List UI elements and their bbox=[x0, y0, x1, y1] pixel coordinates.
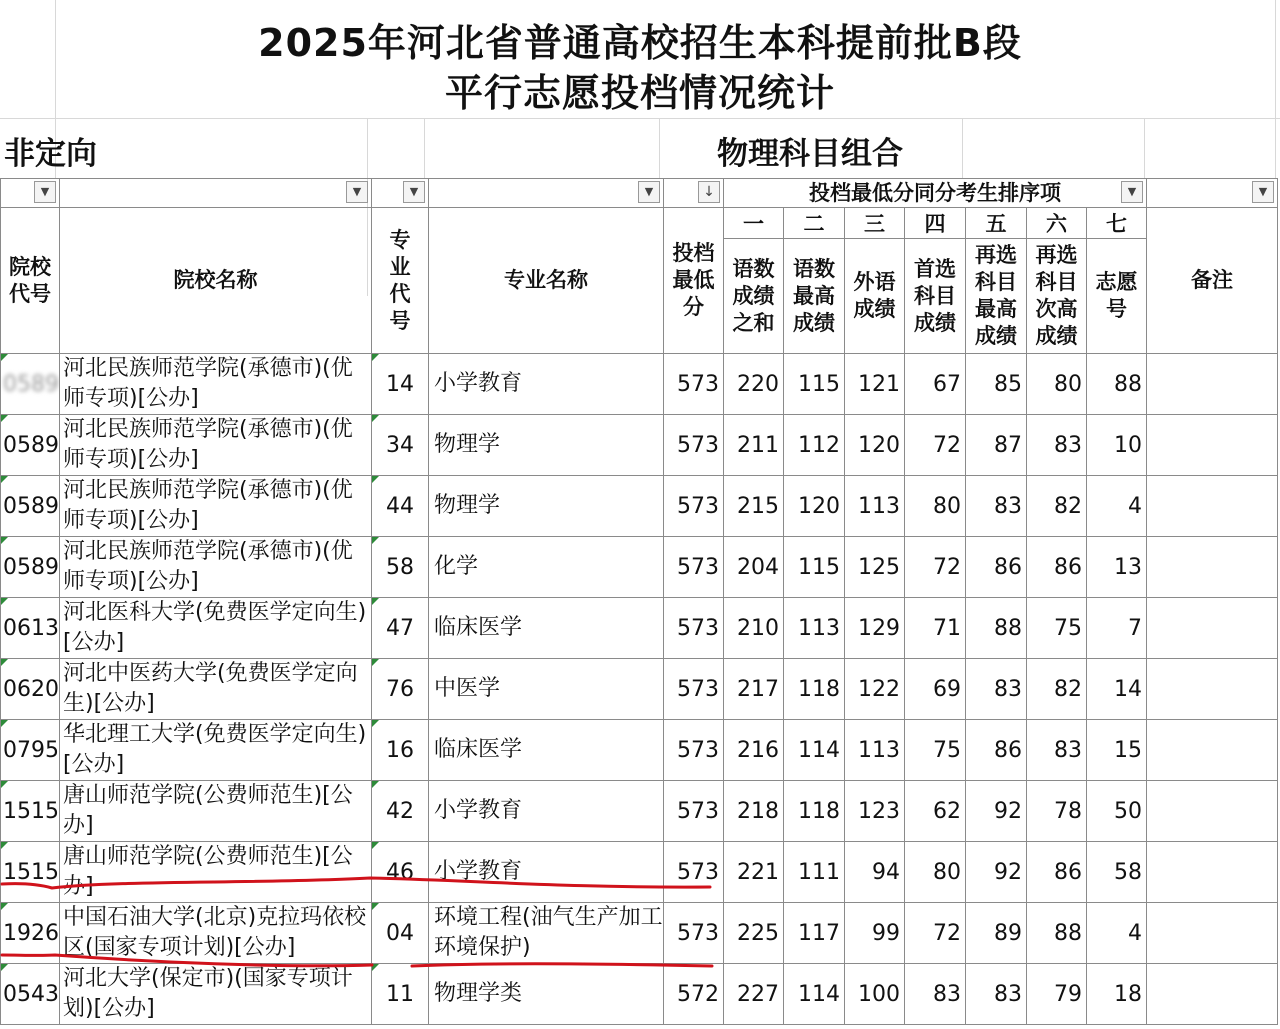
cell-min-score-text: 573 bbox=[677, 371, 719, 397]
filter-dropdown-icon[interactable]: ▼ bbox=[34, 181, 56, 203]
cell-rank-4-text: 75 bbox=[933, 737, 961, 763]
cell-min-score-text: 573 bbox=[677, 798, 719, 824]
header-remarks: 备注 bbox=[1147, 208, 1278, 354]
cell-college-code-text: 1515 bbox=[3, 859, 59, 885]
cell-college-name-text: 河北民族师范学院(承德市)(优师专项)[公办] bbox=[63, 539, 353, 594]
header-rank-item-3: 外语成绩 bbox=[845, 239, 905, 354]
cell-college-code-text: 0589 bbox=[3, 554, 59, 580]
cell-rank-6-text: 82 bbox=[1054, 676, 1082, 702]
cell-major-name-text: 环境工程(油气生产加工环境保护) bbox=[434, 905, 663, 960]
cell-college-name-text: 唐山师范学院(公费师范生)[公办] bbox=[63, 844, 353, 899]
page-title-line-2: 平行志愿投档情况统计 bbox=[444, 71, 835, 115]
cell-rank-3-text: 100 bbox=[858, 981, 900, 1007]
header-rank-2: 二 bbox=[784, 208, 845, 239]
cell-rank-1-text: 211 bbox=[737, 432, 779, 458]
cell-rank-4-text: 80 bbox=[933, 493, 961, 519]
cell-college-code-text: 0613 bbox=[3, 615, 59, 641]
cell-rank-1-text: 210 bbox=[737, 615, 779, 641]
cell-rank-4-text: 72 bbox=[933, 554, 961, 580]
cell-rank-6-text: 88 bbox=[1054, 920, 1082, 946]
cell-major-name-text: 中医学 bbox=[434, 676, 501, 701]
cell-rank-7-text: 50 bbox=[1114, 798, 1142, 824]
cell-college-code-text: 0589 bbox=[3, 493, 59, 519]
cell-rank-5-text: 86 bbox=[994, 737, 1022, 763]
filter-dropdown-icon[interactable]: ▼ bbox=[638, 181, 660, 203]
cell-rank-3-text: 113 bbox=[858, 737, 900, 763]
red-underline-annotation bbox=[2, 955, 372, 966]
cell-major-code-text: 47 bbox=[386, 615, 414, 641]
cell-rank-5-text: 86 bbox=[994, 554, 1022, 580]
cell-rank-7-text: 7 bbox=[1128, 615, 1142, 641]
header-rank-1: 一 bbox=[724, 208, 784, 239]
cell-major-name-text: 小学教育 bbox=[434, 859, 523, 884]
cell-rank-1-text: 220 bbox=[737, 371, 779, 397]
cell-rank-5-text: 83 bbox=[994, 493, 1022, 519]
cell-rank-7-text: 10 bbox=[1114, 432, 1142, 458]
cell-rank-3-text: 129 bbox=[858, 615, 900, 641]
cell-rank-2-text: 111 bbox=[798, 859, 840, 885]
cell-rank-2-text: 120 bbox=[798, 493, 840, 519]
cell-major-name-text: 化学 bbox=[434, 554, 479, 579]
cell-college-name-text: 河北民族师范学院(承德市)(优师专项)[公办] bbox=[63, 478, 353, 533]
cell-major-code-text: 14 bbox=[386, 371, 414, 397]
cell-rank-2-text: 113 bbox=[798, 615, 840, 641]
cell-college-code-text: 1515 bbox=[3, 798, 59, 824]
header-rank-item-6: 再选科目次高成绩 bbox=[1027, 239, 1087, 354]
cell-major-code-text: 44 bbox=[386, 493, 414, 519]
cell-college-name-text: 中国石油大学(北京)克拉玛依校区(国家专项计划)[公办] bbox=[63, 905, 367, 960]
cell-rank-2-text: 118 bbox=[798, 798, 840, 824]
cell-rank-1-text: 218 bbox=[737, 798, 779, 824]
cell-major-name-text: 小学教育 bbox=[434, 371, 523, 396]
header-college-code: 院校代号 bbox=[1, 208, 60, 354]
cell-major-name-text: 物理学 bbox=[434, 493, 501, 518]
cell-rank-2-text: 117 bbox=[798, 920, 840, 946]
header-min-score: 投档最低分 bbox=[664, 208, 724, 354]
cell-rank-1-text: 216 bbox=[737, 737, 779, 763]
cell-rank-6-text: 86 bbox=[1054, 554, 1082, 580]
cell-rank-3-text: 113 bbox=[858, 493, 900, 519]
cell-major-code-text: 11 bbox=[386, 981, 414, 1007]
cell-major-code-text: 34 bbox=[386, 432, 414, 458]
cell-rank-3-text: 120 bbox=[858, 432, 900, 458]
cell-rank-5-text: 83 bbox=[994, 981, 1022, 1007]
cell-rank-5-text: 92 bbox=[994, 798, 1022, 824]
cell-major-name-text: 物理学 bbox=[434, 432, 501, 457]
cell-major-code-text: 58 bbox=[386, 554, 414, 580]
cell-min-score-text: 573 bbox=[677, 859, 719, 885]
cell-college-code-text: 0543 bbox=[3, 981, 59, 1007]
cell-rank-6-text: 83 bbox=[1054, 432, 1082, 458]
header-rank-item-5: 再选科目最高成绩 bbox=[966, 239, 1027, 354]
cell-rank-5-text: 87 bbox=[994, 432, 1022, 458]
header-rank-5: 五 bbox=[966, 208, 1027, 239]
cell-rank-7-text: 4 bbox=[1128, 493, 1142, 519]
cell-min-score-text: 573 bbox=[677, 737, 719, 763]
section-label-direction: 非定向 bbox=[4, 136, 97, 172]
cell-college-code-text: 0620 bbox=[3, 676, 59, 702]
cell-college-code-text: 0589 bbox=[3, 432, 59, 458]
cell-college-code-text: 0795 bbox=[3, 737, 59, 763]
cell-min-score-text: 573 bbox=[677, 493, 719, 519]
cell-rank-4-text: 83 bbox=[933, 981, 961, 1007]
cell-rank-4-text: 67 bbox=[933, 371, 961, 397]
cell-rank-6-text: 82 bbox=[1054, 493, 1082, 519]
cell-rank-5-text: 92 bbox=[994, 859, 1022, 885]
cell-college-name-text: 华北理工大学(免费医学定向生)[公办] bbox=[63, 722, 367, 777]
header-rank-3: 三 bbox=[845, 208, 905, 239]
cell-rank-6-text: 78 bbox=[1054, 798, 1082, 824]
cell-rank-5-text: 83 bbox=[994, 676, 1022, 702]
cell-rank-4-text: 62 bbox=[933, 798, 961, 824]
cell-rank-6-text: 79 bbox=[1054, 981, 1082, 1007]
cell-rank-4-text: 80 bbox=[933, 859, 961, 885]
cell-college-name-text: 河北民族师范学院(承德市)(优师专项)[公办] bbox=[63, 417, 353, 472]
header-major-name: 专业名称 bbox=[429, 208, 664, 354]
cell-rank-6-text: 80 bbox=[1054, 371, 1082, 397]
header-rank-item-7: 志愿号 bbox=[1087, 239, 1147, 354]
cell-min-score-text: 573 bbox=[677, 432, 719, 458]
cell-min-score-text: 573 bbox=[677, 920, 719, 946]
cell-rank-5-text: 89 bbox=[994, 920, 1022, 946]
cell-major-name-text: 临床医学 bbox=[434, 615, 523, 640]
filter-dropdown-icon[interactable]: ▼ bbox=[1252, 181, 1274, 203]
cell-rank-4-text: 71 bbox=[933, 615, 961, 641]
cell-rank-5-text: 88 bbox=[994, 615, 1022, 641]
cell-major-code-text: 42 bbox=[386, 798, 414, 824]
filter-dropdown-icon[interactable]: ▼ bbox=[1121, 181, 1143, 203]
cell-rank-6-text: 83 bbox=[1054, 737, 1082, 763]
cell-rank-7-text: 13 bbox=[1114, 554, 1142, 580]
header-rank-7: 七 bbox=[1087, 208, 1147, 239]
cell-min-score-text: 572 bbox=[677, 981, 719, 1007]
cell-min-score-text: 573 bbox=[677, 676, 719, 702]
cell-rank-7-text: 4 bbox=[1128, 920, 1142, 946]
header-rank-4: 四 bbox=[905, 208, 966, 239]
cell-major-code-text: 04 bbox=[386, 920, 414, 946]
cell-college-name-text: 河北大学(保定市)(国家专项计划)[公办] bbox=[63, 966, 353, 1021]
header-rank-item-2: 语数最高成绩 bbox=[784, 239, 845, 354]
cell-rank-1-text: 225 bbox=[737, 920, 779, 946]
cell-rank-6-text: 75 bbox=[1054, 615, 1082, 641]
header-rank-6: 六 bbox=[1027, 208, 1087, 239]
cell-min-score-text: 573 bbox=[677, 615, 719, 641]
cell-rank-1-text: 217 bbox=[737, 676, 779, 702]
ranking-group-label: 投档最低分同分考生排序项 bbox=[809, 181, 1061, 205]
header-rank-item-1: 语数成绩之和 bbox=[724, 239, 784, 354]
header-college-name: 院校名称 bbox=[60, 208, 372, 354]
cell-major-name-text: 小学教育 bbox=[434, 798, 523, 823]
cell-college-name-text: 唐山师范学院(公费师范生)[公办] bbox=[63, 783, 353, 838]
cell-college-code-text: 1926 bbox=[3, 920, 59, 946]
cell-rank-6-text: 86 bbox=[1054, 859, 1082, 885]
cell-rank-7-text: 58 bbox=[1114, 859, 1142, 885]
header-rank-item-4: 首选科目成绩 bbox=[905, 239, 966, 354]
cell-rank-4-text: 72 bbox=[933, 920, 961, 946]
cell-rank-7-text: 18 bbox=[1114, 981, 1142, 1007]
cell-rank-2-text: 118 bbox=[798, 676, 840, 702]
cell-rank-5-text: 85 bbox=[994, 371, 1022, 397]
cell-rank-3-text: 99 bbox=[872, 920, 900, 946]
cell-rank-7-text: 88 bbox=[1114, 371, 1142, 397]
cell-rank-2-text: 115 bbox=[798, 371, 840, 397]
red-underline-annotation bbox=[412, 964, 712, 966]
cell-rank-7-text: 14 bbox=[1114, 676, 1142, 702]
cell-major-name-text: 临床医学 bbox=[434, 737, 523, 762]
cell-rank-7-text: 15 bbox=[1114, 737, 1142, 763]
cell-rank-1-text: 221 bbox=[737, 859, 779, 885]
cell-rank-3-text: 122 bbox=[858, 676, 900, 702]
cell-college-name-text: 河北民族师范学院(承德市)(优师专项)[公办] bbox=[63, 356, 353, 411]
cell-major-name-text: 物理学类 bbox=[434, 981, 523, 1006]
filter-dropdown-icon[interactable]: ▼ bbox=[346, 181, 368, 203]
sort-descending-icon[interactable]: ↓ bbox=[698, 181, 720, 203]
header-major-code: 专业代号 bbox=[372, 208, 429, 354]
cell-rank-4-text: 72 bbox=[933, 432, 961, 458]
section-label-subject: 物理科目组合 bbox=[717, 136, 903, 172]
cell-rank-3-text: 121 bbox=[858, 371, 900, 397]
cell-major-code-text: 16 bbox=[386, 737, 414, 763]
cell-rank-3-text: 94 bbox=[872, 859, 900, 885]
cell-rank-2-text: 114 bbox=[798, 981, 840, 1007]
cell-rank-4-text: 69 bbox=[933, 676, 961, 702]
cell-major-code-text: 46 bbox=[386, 859, 414, 885]
cell-rank-1-text: 227 bbox=[737, 981, 779, 1007]
cell-rank-1-text: 215 bbox=[737, 493, 779, 519]
cell-rank-1-text: 204 bbox=[737, 554, 779, 580]
cell-major-code-text: 76 bbox=[386, 676, 414, 702]
cell-rank-2-text: 114 bbox=[798, 737, 840, 763]
page-title-line-1: 2025年河北省普通高校招生本科提前批B段 bbox=[258, 21, 1022, 65]
cell-rank-3-text: 125 bbox=[858, 554, 900, 580]
cell-college-name-text: 河北医科大学(免费医学定向生)[公办] bbox=[63, 600, 367, 655]
filter-dropdown-icon[interactable]: ▼ bbox=[403, 181, 425, 203]
cell-min-score-text: 573 bbox=[677, 554, 719, 580]
cell-college-name-text: 河北中医药大学(免费医学定向生)[公办] bbox=[63, 661, 358, 716]
cell-college-code-text: 0589 bbox=[3, 371, 59, 397]
cell-rank-2-text: 115 bbox=[798, 554, 840, 580]
red-underline-annotation bbox=[2, 878, 710, 888]
cell-rank-2-text: 112 bbox=[798, 432, 840, 458]
cell-rank-3-text: 123 bbox=[858, 798, 900, 824]
